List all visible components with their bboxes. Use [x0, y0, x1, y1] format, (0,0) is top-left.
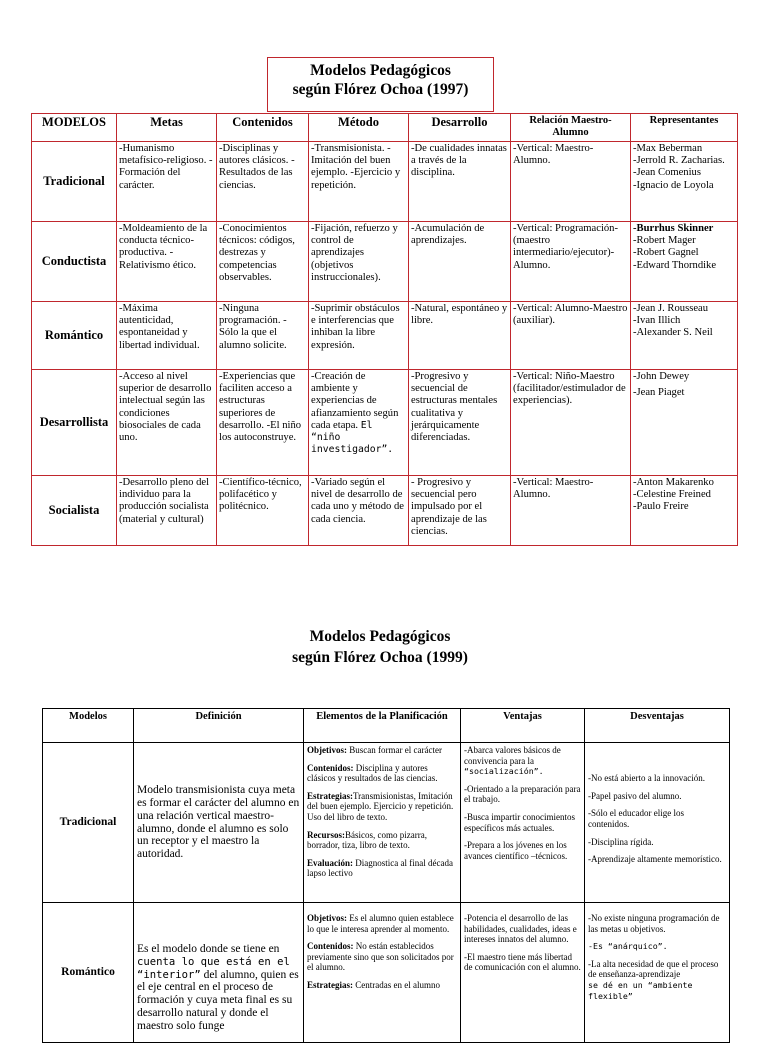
representante: -John Dewey: [633, 371, 690, 382]
definicion-cell: Modelo transmisionista cuya meta es formar el carácter del alumno en una relación vertical maestro-alumno, donde el alumno es solo un receptor y el maestro la autoridad.: [134, 743, 304, 903]
table2-header-cell: Ventajas: [461, 709, 585, 743]
ventaja-item: “socialización”.: [464, 766, 544, 777]
representante: -Ignacio de Loyola: [633, 179, 714, 191]
ventaja-item: -Busca impartir conocimientos específicos más actuales.: [464, 811, 575, 833]
model-name: Conductista: [32, 222, 117, 302]
representante: -Jean J. Rousseau: [633, 303, 709, 314]
table1-header-cell: Metas: [117, 114, 217, 142]
table2-header-cell: Elementos de la Planificación: [304, 709, 461, 743]
definicion-emphasis: cuenta lo que está en el “interior”: [137, 955, 290, 981]
table1-header-cell: Relación Maestro-Alumno: [511, 114, 631, 142]
table2-header-cell: Definición: [134, 709, 304, 743]
definicion-text: Es el modelo donde se tiene en: [137, 943, 280, 955]
relacion-cell: -Vertical: Maestro-Alumno.: [511, 142, 631, 222]
representante: -Ivan Illich: [633, 315, 681, 327]
representantes-cell: [631, 370, 738, 476]
desventaja-item: se dé en un “ambiente flexible”: [588, 979, 693, 1001]
relacion-cell: -Vertical: Maestro-Alumno.: [511, 476, 631, 546]
desventaja-item: -No está abierto a la innovación.: [588, 773, 705, 784]
metodo-extra: El “niño investigador”.: [311, 419, 394, 456]
model-name: Desarrollista: [32, 370, 117, 476]
plan-item: Estrategias:Transmisionistas, Imitación del buen ejemplo. Ejercicio y repetición. Uso del libro de texto.: [307, 790, 454, 822]
metas-cell: -Acceso al nivel superior de desarrollo intelectual según las condiciones biosociales de cada uno.: [117, 370, 217, 476]
table1-header-cell: Método: [309, 114, 409, 142]
relacion-cell: -Vertical: Alumno-Maestro (auxiliar).: [511, 302, 631, 370]
model-name: Tradicional: [32, 142, 117, 222]
metodo-cell: -Transmisionista. -Imitación del buen ejemplo. -Ejercicio y repetición.: [309, 142, 409, 222]
desarrollo-cell: -Acumulación de aprendizajes.: [409, 222, 511, 302]
ventajas-cell: [461, 743, 585, 903]
planificacion-cell: [304, 903, 461, 1043]
representantes-cell: [631, 476, 738, 546]
table-row: [32, 222, 738, 302]
table1-title-line1: Modelos Pedagógicos: [310, 62, 451, 79]
table2-header-cell: Modelos: [43, 709, 134, 743]
planificacion-cell: [304, 743, 461, 903]
table1-header-cell: Desarrollo: [409, 114, 511, 142]
metodo-cell: -Fijación, refuerzo y control de aprendizajes (objetivos instruccionales).: [309, 222, 409, 302]
contenidos-cell: -Ninguna programación. -Sólo la que el alumno solicite.: [217, 302, 309, 370]
contenidos-cell: -Conocimientos técnicos: códigos, destrezas y competencias observables.: [217, 222, 309, 302]
desventaja-item: -Es “anárquico”.: [588, 941, 668, 952]
desventaja-item: -No existe ninguna programación de las metas u objetivos.: [588, 913, 720, 934]
contenidos-cell: -Disciplinas y autores clásicos. -Resultados de las ciencias.: [217, 142, 309, 222]
table2-title-line2: según Flórez Ochoa (1999): [292, 649, 468, 666]
desventajas-cell: [585, 743, 730, 903]
ventajas-cell: [461, 903, 585, 1043]
model-name: Tradicional: [43, 743, 134, 903]
table-row: [43, 743, 730, 903]
desventaja-item: -Aprendizaje altamente memorístico.: [588, 854, 722, 865]
table1-header-cell: MODELOS: [32, 114, 117, 142]
ventaja-item: -El maestro tiene más libertad de comunicación con el alumno.: [464, 951, 581, 973]
metas-cell: -Humanismo metafísico-religioso. -Formación del carácter.: [117, 142, 217, 222]
ventaja-item: -Abarca valores básicos de convivencia para la: [464, 745, 561, 766]
model-name: Romántico: [32, 302, 117, 370]
definicion-text: del alumno, quien es el eje central en el proceso de formación y cuya meta final es su desarrollo natural y donde el maestro solo funge: [137, 968, 299, 1032]
model-name: Romántico: [43, 903, 134, 1043]
desventaja-item: -La alta necesidad de que el proceso de enseñanza-aprendizaje: [588, 958, 719, 980]
relacion-cell: -Vertical: Programación-(maestro intermediario/ejecutor)-Alumno.: [511, 222, 631, 302]
metodo-cell: [309, 370, 409, 476]
desarrollo-cell: -De cualidades innatas a través de la disciplina.: [409, 142, 511, 222]
metas-cell: -Desarrollo pleno del individuo para la producción socialista (material y cultural): [117, 476, 217, 546]
representante: -Anton Makarenko: [633, 477, 714, 488]
representantes-cell: [631, 222, 738, 302]
table1-title-line2: según Flórez Ochoa (1997): [292, 81, 469, 98]
metodo-cell: -Variado según el nivel de desarrollo de cada uno y método de cada ciencia.: [309, 476, 409, 546]
table-row: [32, 476, 738, 546]
metas-cell: -Moldeamiento de la conducta técnico-productiva. -Relativismo ético.: [117, 222, 217, 302]
representante: -Paulo Freire: [633, 501, 689, 513]
model-name: Socialista: [32, 476, 117, 546]
table-row: [43, 903, 730, 1043]
metodo-text: -Creación de ambiente y experiencias de afianzamiento según cada etapa.: [311, 371, 399, 431]
desventaja-item: -Papel pasivo del alumno.: [588, 790, 682, 801]
table2-header-cell: Desventajas: [585, 709, 730, 743]
plan-item: Recursos:Básicos, como pizarra, borrador, tiza, libro de texto.: [307, 829, 427, 851]
plan-item: Evaluación: Diagnostica al final década lapso lectivo: [307, 857, 453, 879]
plan-item: Contenidos: Disciplina y autores clásicos y resultados de las ciencias.: [307, 762, 438, 784]
representante: -Alexander S. Neil: [633, 327, 713, 339]
plan-item: Objetivos: Es el alumno quien establece lo que le interesa aprender al momento.: [307, 913, 454, 934]
table2-title-line1: Modelos Pedagógicos: [309, 628, 451, 645]
desventajas-cell: [585, 903, 730, 1043]
desventaja-item: -Disciplina rígida.: [588, 836, 654, 847]
table-row: [32, 142, 738, 222]
representante: -Celestine Freined: [633, 489, 711, 501]
table2-header-row: [43, 709, 730, 743]
metas-cell: -Máxima autenticidad, espontaneidad y libertad individual.: [117, 302, 217, 370]
table1-header-cell: Representantes: [631, 114, 738, 142]
desarrollo-cell: -Natural, espontáneo y libre.: [409, 302, 511, 370]
contenidos-cell: -Científico-técnico, polifacético y politécnico.: [217, 476, 309, 546]
table2: [42, 708, 730, 1043]
table1: [31, 113, 738, 546]
representante: -Burrhus Skinner: [633, 223, 714, 234]
representante: -Robert Gagnel: [633, 247, 699, 259]
table1-header-row: [32, 114, 738, 142]
definicion-cell: [134, 903, 304, 1043]
plan-item: Estrategias: Centradas en el alumno: [307, 979, 440, 990]
ventaja-item: -Prepara a los jóvenes en los avances científico –técnicos.: [464, 840, 568, 861]
desventaja-item: -Sólo el educador elige los contenidos.: [588, 808, 684, 829]
desarrollo-cell: - Progresivo y secuencial pero impulsado por el aprendizaje de las ciencias.: [409, 476, 511, 546]
metodo-cell: -Suprimir obstáculos e interferencias que inhiban la libre expresión.: [309, 302, 409, 370]
ventaja-item: -Orientado a la preparación para el trabajo.: [464, 783, 581, 805]
representante: -Robert Mager: [633, 235, 696, 247]
representante: -Jean Comenius: [633, 167, 701, 179]
table2-title: [230, 626, 530, 668]
table-row: [32, 370, 738, 476]
ventaja-item: -Potencia el desarrollo de las habilidades, cualidades, ideas e intereses innatos del alumno.: [464, 913, 577, 945]
table1-header-cell: Contenidos: [217, 114, 309, 142]
plan-item: Contenidos: No están establecidos previamente sino que son solicitados por el alumno.: [307, 941, 454, 973]
contenidos-cell: -Experiencias que faciliten acceso a estructuras superiores de desarrollo. -El niño los autoconstruye.: [217, 370, 309, 476]
plan-item: Objetivos: Buscan formar el carácter: [307, 745, 442, 755]
representantes-cell: [631, 302, 738, 370]
representantes-cell: [631, 142, 738, 222]
table-row: [32, 302, 738, 370]
representante: -Max Beberman: [633, 143, 703, 154]
relacion-cell: -Vertical: Niño-Maestro (facilitador/estimulador de experiencias).: [511, 370, 631, 476]
table1-title-box: [267, 57, 494, 112]
representante: -Edward Thorndike: [633, 259, 717, 271]
desarrollo-cell: -Progresivo y secuencial de estructuras mentales cualitativa y jerárquicamente diferenciadas.: [409, 370, 511, 476]
representante: -Jerrold R. Zacharias.: [633, 155, 725, 167]
representante: -Jean Piaget: [633, 387, 685, 399]
